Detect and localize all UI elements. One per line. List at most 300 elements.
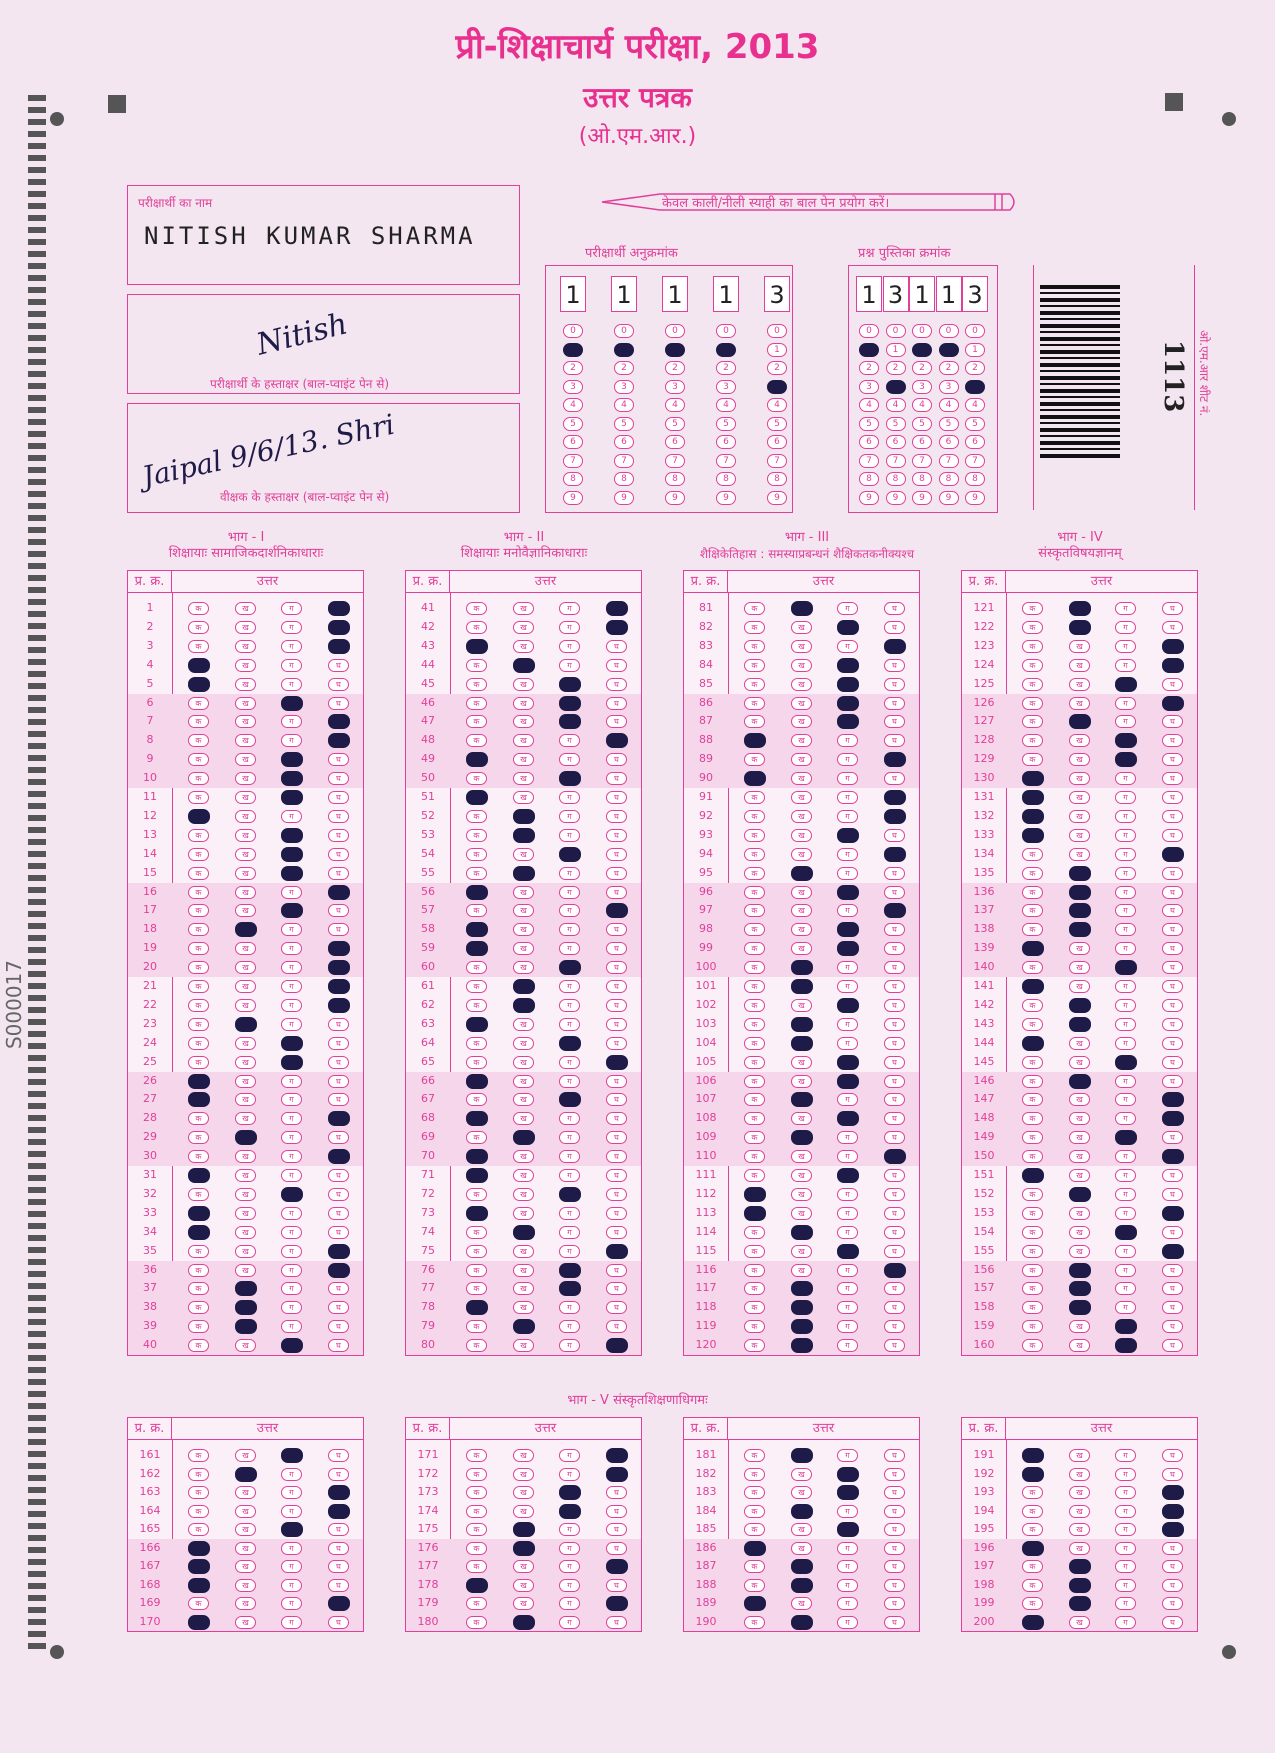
option-bubble[interactable]: ख (1069, 1523, 1090, 1536)
option-bubble[interactable]: ख (791, 942, 812, 955)
option-bubble[interactable]: ख (791, 1169, 812, 1182)
option-bubble[interactable]: ग (1115, 1264, 1136, 1277)
option-bubble[interactable] (1162, 1149, 1184, 1164)
option-bubble[interactable]: ग (281, 1616, 302, 1629)
option-bubble[interactable]: ग (559, 1616, 580, 1629)
option-bubble[interactable]: घ (1162, 1320, 1183, 1333)
booklet-digit-box[interactable]: 1 (909, 276, 935, 312)
option-bubble[interactable] (1115, 1130, 1137, 1145)
option-bubble[interactable]: क (466, 867, 487, 880)
option-bubble[interactable]: घ (1162, 1131, 1183, 1144)
option-bubble[interactable]: ख (513, 1505, 534, 1518)
option-bubble[interactable]: ग (1115, 867, 1136, 880)
option-bubble[interactable]: ग (1115, 659, 1136, 672)
option-bubble[interactable]: घ (328, 1282, 349, 1295)
option-bubble[interactable]: घ (1162, 1339, 1183, 1352)
option-bubble[interactable]: घ (328, 810, 349, 823)
option-bubble[interactable]: घ (1162, 678, 1183, 691)
option-bubble[interactable]: ग (281, 1505, 302, 1518)
option-bubble[interactable]: ख (1069, 1207, 1090, 1220)
option-bubble[interactable] (281, 866, 303, 881)
option-bubble[interactable]: क (466, 715, 487, 728)
option-bubble[interactable] (837, 696, 859, 711)
option-bubble[interactable]: क (744, 961, 765, 974)
option-bubble[interactable]: ख (235, 1093, 256, 1106)
option-bubble[interactable]: घ (1162, 1018, 1183, 1031)
roll-digit-bubble[interactable]: 8 (767, 472, 787, 486)
option-bubble[interactable]: ग (281, 1282, 302, 1295)
option-bubble[interactable]: क (1022, 1339, 1043, 1352)
option-bubble[interactable]: ख (235, 1505, 256, 1518)
option-bubble[interactable]: घ (606, 640, 627, 653)
option-bubble[interactable] (884, 903, 906, 918)
option-bubble[interactable] (1069, 1300, 1091, 1315)
option-bubble[interactable] (1069, 1263, 1091, 1278)
option-bubble[interactable] (884, 790, 906, 805)
booklet-digit-bubble[interactable]: 5 (939, 417, 959, 431)
option-bubble[interactable]: ख (513, 772, 534, 785)
option-bubble[interactable]: ख (235, 772, 256, 785)
option-bubble[interactable] (1069, 601, 1091, 616)
option-bubble[interactable]: ख (791, 1597, 812, 1610)
option-bubble[interactable] (466, 885, 488, 900)
option-bubble[interactable]: क (466, 999, 487, 1012)
option-bubble[interactable]: क (188, 1245, 209, 1258)
booklet-digit-bubble[interactable]: 2 (886, 361, 906, 375)
booklet-digit-bubble[interactable]: 2 (912, 361, 932, 375)
option-bubble[interactable]: घ (884, 829, 905, 842)
option-bubble[interactable]: क (1022, 961, 1043, 974)
option-bubble[interactable] (328, 639, 350, 654)
option-bubble[interactable]: ग (281, 621, 302, 634)
option-bubble[interactable]: क (188, 697, 209, 710)
option-bubble[interactable]: ग (837, 1301, 858, 1314)
option-bubble[interactable]: ग (1115, 640, 1136, 653)
option-bubble[interactable] (188, 1206, 210, 1221)
option-bubble[interactable]: ख (1069, 961, 1090, 974)
option-bubble[interactable]: घ (1162, 1560, 1183, 1573)
option-bubble[interactable]: घ (606, 867, 627, 880)
option-bubble[interactable]: क (188, 734, 209, 747)
option-bubble[interactable]: क (744, 1264, 765, 1277)
option-bubble[interactable] (1069, 885, 1091, 900)
option-bubble[interactable]: घ (606, 1037, 627, 1050)
option-bubble[interactable]: घ (606, 1301, 627, 1314)
option-bubble[interactable]: घ (884, 1449, 905, 1462)
option-bubble[interactable]: क (744, 697, 765, 710)
option-bubble[interactable] (281, 1448, 303, 1463)
option-bubble[interactable]: ख (791, 1056, 812, 1069)
option-bubble[interactable]: घ (328, 1560, 349, 1573)
option-bubble[interactable]: ग (1115, 1523, 1136, 1536)
option-bubble[interactable]: क (744, 1320, 765, 1333)
option-bubble[interactable]: घ (884, 1320, 905, 1333)
option-bubble[interactable] (559, 1263, 581, 1278)
option-bubble[interactable] (328, 1504, 350, 1519)
option-bubble[interactable]: घ (328, 848, 349, 861)
option-bubble[interactable]: क (188, 1112, 209, 1125)
option-bubble[interactable]: घ (1162, 999, 1183, 1012)
option-bubble[interactable]: क (1022, 1282, 1043, 1295)
option-bubble[interactable]: घ (1162, 753, 1183, 766)
option-bubble[interactable]: क (1022, 923, 1043, 936)
option-bubble[interactable]: ग (559, 753, 580, 766)
option-bubble[interactable] (559, 1504, 581, 1519)
booklet-digit-bubble[interactable]: 9 (965, 491, 985, 505)
option-bubble[interactable]: क (744, 886, 765, 899)
option-bubble[interactable]: क (466, 1226, 487, 1239)
option-bubble[interactable] (884, 639, 906, 654)
option-bubble[interactable] (884, 752, 906, 767)
roll-digit-bubble[interactable]: 7 (665, 454, 685, 468)
option-bubble[interactable] (884, 1149, 906, 1164)
option-bubble[interactable]: घ (328, 1075, 349, 1088)
option-bubble[interactable]: ख (791, 923, 812, 936)
option-bubble[interactable]: ग (1115, 1018, 1136, 1031)
option-bubble[interactable]: घ (884, 1339, 905, 1352)
option-bubble[interactable]: घ (606, 810, 627, 823)
option-bubble[interactable]: क (1022, 1579, 1043, 1592)
option-bubble[interactable]: ख (791, 1112, 812, 1125)
option-bubble[interactable]: क (744, 1339, 765, 1352)
option-bubble[interactable]: क (188, 942, 209, 955)
option-bubble[interactable] (328, 1596, 350, 1611)
option-bubble[interactable] (837, 658, 859, 673)
roll-digit-bubble[interactable] (614, 343, 634, 357)
option-bubble[interactable]: ख (513, 1245, 534, 1258)
option-bubble[interactable]: ख (235, 621, 256, 634)
option-bubble[interactable]: घ (884, 999, 905, 1012)
option-bubble[interactable] (513, 979, 535, 994)
option-bubble[interactable] (606, 1559, 628, 1574)
option-bubble[interactable]: क (744, 1037, 765, 1050)
roll-digit-bubble[interactable]: 4 (614, 398, 634, 412)
option-bubble[interactable] (559, 1092, 581, 1107)
option-bubble[interactable] (791, 1017, 813, 1032)
option-bubble[interactable]: घ (1162, 734, 1183, 747)
option-bubble[interactable]: घ (328, 923, 349, 936)
option-bubble[interactable]: क (188, 772, 209, 785)
option-bubble[interactable]: घ (328, 1542, 349, 1555)
option-bubble[interactable]: क (1022, 1486, 1043, 1499)
option-bubble[interactable]: क (188, 1320, 209, 1333)
option-bubble[interactable] (559, 1281, 581, 1296)
roll-digit-bubble[interactable]: 3 (563, 380, 583, 394)
option-bubble[interactable]: ख (235, 1486, 256, 1499)
option-bubble[interactable]: ख (513, 697, 534, 710)
option-bubble[interactable]: ग (1115, 1616, 1136, 1629)
option-bubble[interactable]: ख (1069, 810, 1090, 823)
option-bubble[interactable]: क (1022, 1560, 1043, 1573)
option-bubble[interactable]: ग (559, 1579, 580, 1592)
option-bubble[interactable]: ग (281, 942, 302, 955)
option-bubble[interactable]: क (1022, 1188, 1043, 1201)
option-bubble[interactable] (606, 1338, 628, 1353)
option-bubble[interactable]: ग (281, 1301, 302, 1314)
option-bubble[interactable]: ख (513, 734, 534, 747)
option-bubble[interactable] (1162, 1485, 1184, 1500)
booklet-digit-bubble[interactable] (912, 343, 932, 357)
booklet-digit-bubble[interactable]: 3 (912, 380, 932, 394)
option-bubble[interactable]: क (1022, 1150, 1043, 1163)
option-bubble[interactable] (1022, 1168, 1044, 1183)
option-bubble[interactable] (188, 1615, 210, 1630)
option-bubble[interactable]: घ (606, 715, 627, 728)
booklet-digit-box[interactable]: 1 (856, 276, 882, 312)
option-bubble[interactable] (188, 677, 210, 692)
option-bubble[interactable]: ख (235, 810, 256, 823)
option-bubble[interactable]: ख (513, 1150, 534, 1163)
option-bubble[interactable] (744, 1541, 766, 1556)
option-bubble[interactable]: ग (1115, 1542, 1136, 1555)
booklet-digit-bubble[interactable]: 9 (939, 491, 959, 505)
option-bubble[interactable]: ख (513, 848, 534, 861)
option-bubble[interactable] (328, 885, 350, 900)
option-bubble[interactable]: ग (281, 715, 302, 728)
option-bubble[interactable]: ग (281, 1112, 302, 1125)
option-bubble[interactable]: क (744, 1523, 765, 1536)
option-bubble[interactable]: ग (837, 867, 858, 880)
option-bubble[interactable]: घ (606, 848, 627, 861)
option-bubble[interactable]: घ (884, 1597, 905, 1610)
option-bubble[interactable] (513, 809, 535, 824)
option-bubble[interactable] (1115, 677, 1137, 692)
option-bubble[interactable]: क (466, 734, 487, 747)
option-bubble[interactable]: ख (791, 848, 812, 861)
option-bubble[interactable]: क (1022, 678, 1043, 691)
booklet-digit-bubble[interactable]: 5 (965, 417, 985, 431)
option-bubble[interactable]: ख (235, 602, 256, 615)
option-bubble[interactable] (744, 1596, 766, 1611)
option-bubble[interactable]: क (466, 621, 487, 634)
option-bubble[interactable]: ख (1069, 1449, 1090, 1462)
roll-digit-bubble[interactable]: 0 (614, 324, 634, 338)
option-bubble[interactable]: ग (559, 1169, 580, 1182)
option-bubble[interactable]: क (1022, 602, 1043, 615)
option-bubble[interactable]: घ (1162, 1449, 1183, 1462)
option-bubble[interactable]: ख (1069, 1037, 1090, 1050)
option-bubble[interactable]: ग (559, 1018, 580, 1031)
option-bubble[interactable] (235, 1281, 257, 1296)
option-bubble[interactable]: ख (1069, 678, 1090, 691)
option-bubble[interactable]: ग (837, 1320, 858, 1333)
option-bubble[interactable] (559, 677, 581, 692)
option-bubble[interactable]: ग (837, 848, 858, 861)
option-bubble[interactable]: क (466, 1616, 487, 1629)
option-bubble[interactable]: क (188, 1523, 209, 1536)
option-bubble[interactable]: क (744, 942, 765, 955)
option-bubble[interactable]: क (1022, 848, 1043, 861)
option-bubble[interactable]: घ (1162, 1075, 1183, 1088)
option-bubble[interactable] (328, 714, 350, 729)
option-bubble[interactable]: क (744, 1112, 765, 1125)
roll-digit-bubble[interactable]: 6 (767, 435, 787, 449)
option-bubble[interactable]: घ (884, 697, 905, 710)
option-bubble[interactable]: ग (281, 734, 302, 747)
option-bubble[interactable]: घ (1162, 602, 1183, 615)
booklet-digit-bubble[interactable]: 2 (859, 361, 879, 375)
option-bubble[interactable]: क (188, 829, 209, 842)
option-bubble[interactable] (744, 1206, 766, 1221)
option-bubble[interactable]: घ (328, 791, 349, 804)
option-bubble[interactable] (606, 620, 628, 635)
option-bubble[interactable]: घ (884, 1131, 905, 1144)
option-bubble[interactable] (559, 771, 581, 786)
option-bubble[interactable]: क (744, 867, 765, 880)
roll-digit-bubble[interactable]: 2 (716, 361, 736, 375)
option-bubble[interactable]: घ (328, 829, 349, 842)
option-bubble[interactable]: ख (235, 715, 256, 728)
option-bubble[interactable]: घ (884, 1282, 905, 1295)
option-bubble[interactable] (837, 1055, 859, 1070)
option-bubble[interactable] (837, 922, 859, 937)
option-bubble[interactable] (513, 866, 535, 881)
option-bubble[interactable]: ग (837, 734, 858, 747)
option-bubble[interactable]: ग (281, 1542, 302, 1555)
option-bubble[interactable]: ख (513, 1282, 534, 1295)
option-bubble[interactable]: ग (1115, 923, 1136, 936)
option-bubble[interactable]: घ (1162, 621, 1183, 634)
option-bubble[interactable]: घ (1162, 810, 1183, 823)
option-bubble[interactable]: क (466, 1486, 487, 1499)
option-bubble[interactable]: क (188, 1188, 209, 1201)
option-bubble[interactable]: घ (606, 942, 627, 955)
option-bubble[interactable] (466, 1017, 488, 1032)
option-bubble[interactable] (837, 677, 859, 692)
option-bubble[interactable] (466, 1206, 488, 1221)
option-bubble[interactable]: ग (1115, 1282, 1136, 1295)
option-bubble[interactable]: घ (328, 1037, 349, 1050)
booklet-digit-box[interactable]: 1 (936, 276, 962, 312)
option-bubble[interactable]: ग (559, 1226, 580, 1239)
roll-digit-bubble[interactable] (563, 343, 583, 357)
option-bubble[interactable]: क (466, 697, 487, 710)
option-bubble[interactable]: ख (791, 791, 812, 804)
option-bubble[interactable]: घ (328, 1188, 349, 1201)
option-bubble[interactable]: घ (884, 621, 905, 634)
option-bubble[interactable]: क (744, 1616, 765, 1629)
booklet-digit-bubble[interactable]: 5 (859, 417, 879, 431)
option-bubble[interactable]: क (466, 1542, 487, 1555)
option-bubble[interactable]: ख (235, 1542, 256, 1555)
roll-digit-bubble[interactable]: 9 (716, 491, 736, 505)
option-bubble[interactable]: ख (1069, 697, 1090, 710)
option-bubble[interactable]: ख (513, 602, 534, 615)
option-bubble[interactable]: ख (235, 1207, 256, 1220)
option-bubble[interactable] (188, 1092, 210, 1107)
option-bubble[interactable]: क (744, 848, 765, 861)
booklet-digit-bubble[interactable]: 6 (939, 435, 959, 449)
option-bubble[interactable] (328, 979, 350, 994)
option-bubble[interactable]: घ (606, 659, 627, 672)
option-bubble[interactable]: क (1022, 1245, 1043, 1258)
option-bubble[interactable]: ख (235, 1245, 256, 1258)
booklet-digit-bubble[interactable] (939, 343, 959, 357)
option-bubble[interactable]: ख (1069, 1320, 1090, 1333)
roll-digit-bubble[interactable]: 4 (716, 398, 736, 412)
roll-digit-bubble[interactable]: 9 (665, 491, 685, 505)
option-bubble[interactable]: क (466, 659, 487, 672)
option-bubble[interactable]: ख (235, 1339, 256, 1352)
option-bubble[interactable] (235, 1130, 257, 1145)
booklet-digit-bubble[interactable]: 6 (886, 435, 906, 449)
option-bubble[interactable]: क (1022, 1018, 1043, 1031)
option-bubble[interactable]: ख (235, 1226, 256, 1239)
option-bubble[interactable]: क (466, 1597, 487, 1610)
option-bubble[interactable]: क (188, 1018, 209, 1031)
option-bubble[interactable]: घ (884, 1560, 905, 1573)
option-bubble[interactable]: ग (281, 678, 302, 691)
option-bubble[interactable]: घ (606, 1542, 627, 1555)
option-bubble[interactable]: ख (1069, 1131, 1090, 1144)
option-bubble[interactable]: ग (837, 640, 858, 653)
option-bubble[interactable] (188, 1074, 210, 1089)
roll-digit-box[interactable]: 3 (764, 276, 790, 312)
option-bubble[interactable] (1115, 752, 1137, 767)
booklet-digit-bubble[interactable]: 9 (886, 491, 906, 505)
option-bubble[interactable]: ख (235, 904, 256, 917)
option-bubble[interactable] (281, 771, 303, 786)
booklet-digit-bubble[interactable]: 4 (965, 398, 985, 412)
option-bubble[interactable]: क (1022, 715, 1043, 728)
option-bubble[interactable]: ख (513, 1597, 534, 1610)
option-bubble[interactable]: ख (791, 1075, 812, 1088)
option-bubble[interactable]: घ (606, 753, 627, 766)
option-bubble[interactable]: ग (281, 1560, 302, 1573)
option-bubble[interactable]: ख (791, 734, 812, 747)
option-bubble[interactable]: क (1022, 1505, 1043, 1518)
option-bubble[interactable]: ख (513, 1468, 534, 1481)
option-bubble[interactable]: ग (559, 942, 580, 955)
roll-digit-box[interactable]: 1 (560, 276, 586, 312)
roll-digit-bubble[interactable] (767, 380, 787, 394)
option-bubble[interactable]: ग (1115, 772, 1136, 785)
option-bubble[interactable]: ख (235, 659, 256, 672)
option-bubble[interactable]: क (188, 923, 209, 936)
option-bubble[interactable]: घ (606, 1075, 627, 1088)
option-bubble[interactable]: घ (606, 697, 627, 710)
option-bubble[interactable]: ख (235, 1188, 256, 1201)
option-bubble[interactable]: क (1022, 697, 1043, 710)
option-bubble[interactable]: घ (606, 980, 627, 993)
option-bubble[interactable] (281, 1522, 303, 1537)
option-bubble[interactable] (1115, 960, 1137, 975)
option-bubble[interactable]: ग (1115, 621, 1136, 634)
booklet-digit-bubble[interactable]: 4 (939, 398, 959, 412)
option-bubble[interactable]: ग (1115, 1579, 1136, 1592)
option-bubble[interactable]: ख (791, 1245, 812, 1258)
option-bubble[interactable]: क (744, 1226, 765, 1239)
option-bubble[interactable] (791, 1300, 813, 1315)
option-bubble[interactable] (188, 1541, 210, 1556)
roll-digit-bubble[interactable]: 5 (767, 417, 787, 431)
roll-digit-bubble[interactable]: 5 (563, 417, 583, 431)
option-bubble[interactable] (791, 1225, 813, 1240)
option-bubble[interactable] (606, 733, 628, 748)
option-bubble[interactable]: घ (606, 678, 627, 691)
option-bubble[interactable] (1069, 998, 1091, 1013)
option-bubble[interactable]: ख (235, 1056, 256, 1069)
option-bubble[interactable]: क (466, 1056, 487, 1069)
option-bubble[interactable]: क (188, 904, 209, 917)
option-bubble[interactable]: ग (559, 1150, 580, 1163)
option-bubble[interactable]: घ (328, 678, 349, 691)
roll-number-grid[interactable] (545, 265, 793, 513)
option-bubble[interactable]: ख (235, 848, 256, 861)
option-bubble[interactable] (606, 601, 628, 616)
option-bubble[interactable]: घ (606, 886, 627, 899)
option-bubble[interactable] (791, 1448, 813, 1463)
